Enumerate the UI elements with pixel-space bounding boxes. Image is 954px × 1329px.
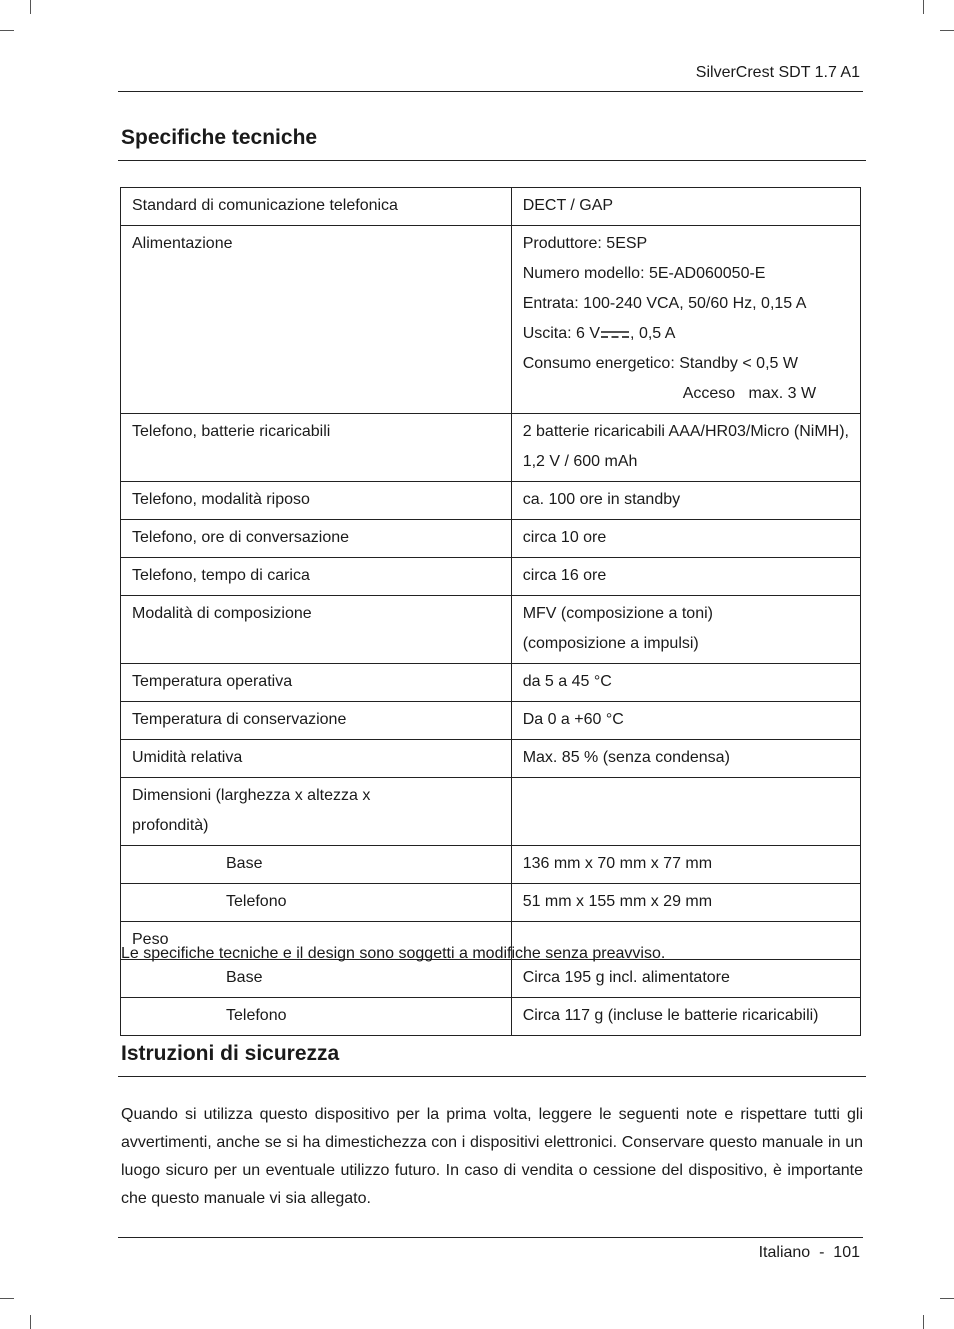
spec-label: Dimensioni (larghezza x altezza x profondità): [121, 778, 512, 846]
table-row: [121, 846, 861, 884]
crop-mark: [0, 1298, 14, 1299]
table-row: [121, 226, 861, 414]
spec-value: [511, 778, 860, 846]
spec-value: da 5 a 45 °C: [511, 664, 860, 702]
table-row: [121, 740, 861, 778]
crop-mark: [0, 30, 14, 31]
spec-value: 2 batterie ricaricabili AAA/HR03/Micro (NiMH), 1,2 V / 600 mAh: [511, 414, 860, 482]
spec-label: Temperatura operativa: [121, 664, 512, 702]
spec-label: Alimentazione: [121, 226, 512, 414]
spec-label: Telefono: [121, 998, 512, 1036]
page-header: [118, 62, 863, 92]
spec-value: ca. 100 ore in standby: [511, 482, 860, 520]
spec-value: Produttore: 5ESP Numero modello: 5E-AD060050-E Entrata: 100-240 VCA, 50/60 Hz, 0,15 A Uscita: 6 V , 0,5 A Consumo energetico: Standby < 0,5 W Acceso max. 3 W: [511, 226, 860, 414]
spec-value: circa 16 ore: [511, 558, 860, 596]
page-footer: [118, 1237, 863, 1261]
spec-label: Telefono, tempo di carica: [121, 558, 512, 596]
spec-value: Circa 195 g incl. alimentatore: [511, 960, 860, 998]
safety-paragraph: Quando si utilizza questo dispositivo per la prima volta, leggere le seguenti note e rispettare tutti gli avvertimenti, anche se si ha dimestichezza con i dispositivi elettronici. Conservare questo manuale in un luogo sicuro per un eventuale utilizzo futuro. In caso di vendita o cessione del dispositivo, è importante che questo manuale vi sia allegato.: [121, 1106, 863, 1207]
spec-value: Circa 117 g (incluse le batterie ricaricabili): [511, 998, 860, 1036]
table-row: [121, 520, 861, 558]
table-row: [121, 778, 861, 846]
header-product-title: SilverCrest SDT 1.7 A1: [695, 64, 860, 81]
table-row: [121, 664, 861, 702]
specs-note: Le specifiche tecniche e il design sono soggetti a modifiche senza preavviso.: [121, 945, 666, 962]
page-number: Italiano - 101: [758, 1244, 860, 1261]
table-row: [121, 884, 861, 922]
spec-label: Telefono, batterie ricaricabili: [121, 414, 512, 482]
safety-section-title: Istruzioni di sicurezza: [118, 1042, 866, 1077]
table-row: [121, 998, 861, 1036]
table-row: [121, 702, 861, 740]
spec-label: Telefono, modalità riposo: [121, 482, 512, 520]
spec-value: MFV (composizione a toni) (composizione a impulsi): [511, 596, 860, 664]
dc-current-icon: [601, 329, 629, 339]
crop-mark: [923, 0, 924, 14]
spec-label: Standard di comunicazione telefonica: [121, 188, 512, 226]
spec-value: Max. 85 % (senza condensa): [511, 740, 860, 778]
spec-value: DECT / GAP: [511, 188, 860, 226]
table-row: [121, 482, 861, 520]
spec-label: Base: [121, 846, 512, 884]
crop-mark: [940, 1298, 954, 1299]
output-line: Uscita: 6 V , 0,5 A: [522, 325, 676, 342]
specs-section-title: Specifiche tecniche: [118, 126, 866, 161]
spec-label: Temperatura di conservazione: [121, 702, 512, 740]
crop-mark: [30, 0, 31, 14]
table-row: [121, 596, 861, 664]
spec-value: 51 mm x 155 mm x 29 mm: [511, 884, 860, 922]
table-row: [121, 960, 861, 998]
spec-label: Telefono: [121, 884, 512, 922]
spec-value: 136 mm x 70 mm x 77 mm: [511, 846, 860, 884]
specs-table: [120, 187, 861, 1036]
crop-mark: [940, 30, 954, 31]
crop-mark: [30, 1315, 31, 1329]
spec-value: circa 10 ore: [511, 520, 860, 558]
crop-mark: [923, 1315, 924, 1329]
table-row: [121, 188, 861, 226]
spec-value: Da 0 a +60 °C: [511, 702, 860, 740]
table-row: [121, 558, 861, 596]
table-row: [121, 414, 861, 482]
spec-label: Base: [121, 960, 512, 998]
spec-label: Peso: [121, 922, 512, 960]
spec-label: Telefono, ore di conversazione: [121, 520, 512, 558]
spec-label: Modalità di composizione: [121, 596, 512, 664]
spec-label: Umidità relativa: [121, 740, 512, 778]
